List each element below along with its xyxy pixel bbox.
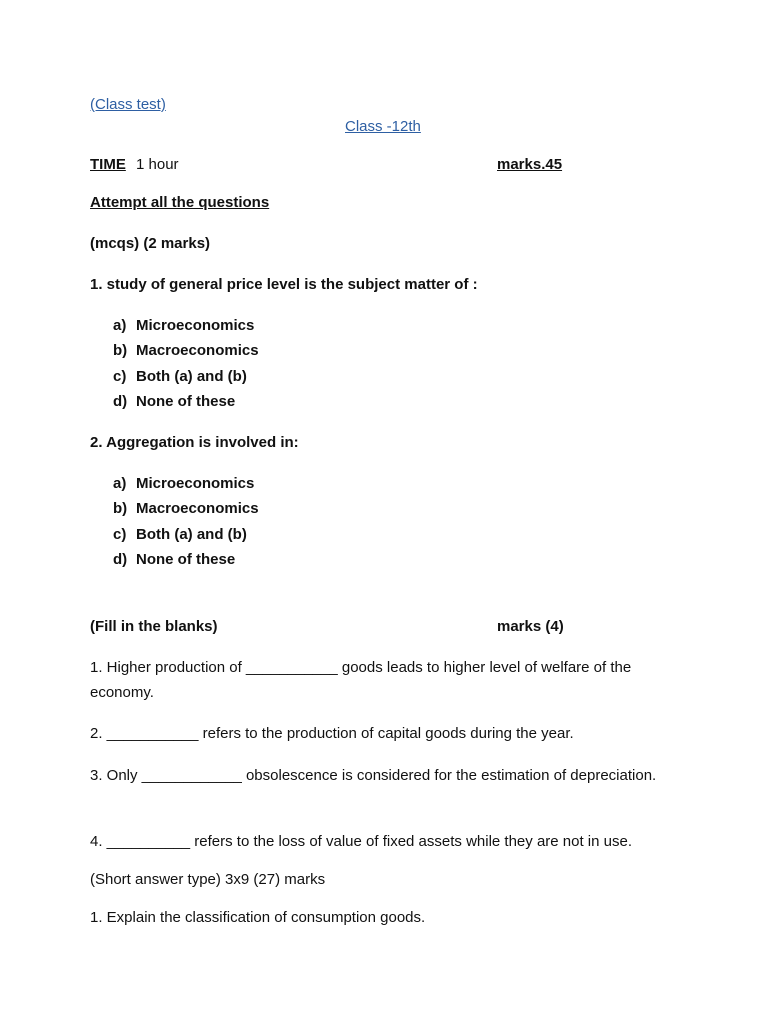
class-label: Class -12th bbox=[345, 118, 421, 135]
mcq-2-option-c bbox=[113, 525, 247, 545]
option-text: None of these bbox=[136, 551, 236, 568]
option-letter: d) bbox=[113, 393, 128, 410]
option-text: Microeconomics bbox=[136, 475, 255, 492]
option-letter: c) bbox=[113, 368, 127, 385]
option-text: Macroeconomics bbox=[136, 500, 259, 517]
short-answer-title: (Short answer type) 3x9 (27) marks bbox=[90, 871, 326, 888]
fill-blank-1: 1. Higher production of ___________ goods leads to higher level of welfare of the economy. bbox=[90, 659, 632, 701]
mcq-1-option-a bbox=[113, 316, 254, 336]
fill-blanks-marks: marks (4) bbox=[497, 618, 564, 635]
mcq-question-1: 1. study of general price level is the subject matter of : bbox=[90, 276, 478, 293]
option-text: Both (a) and (b) bbox=[136, 526, 247, 543]
option-letter: b) bbox=[113, 500, 128, 517]
mcq-1-option-b bbox=[113, 341, 259, 361]
instruction: Attempt all the questions bbox=[90, 194, 270, 211]
mcq-2-option-d bbox=[113, 550, 235, 570]
mcq-2-option-a bbox=[113, 474, 254, 494]
mcq-1-option-d bbox=[113, 392, 235, 412]
option-text: None of these bbox=[136, 393, 236, 410]
fill-blank-2: 2. ___________ refers to the production of capital goods during the year. bbox=[90, 725, 574, 742]
fill-blanks-title: (Fill in the blanks) bbox=[90, 618, 218, 635]
fill-blank-3: 3. Only ____________ obsolescence is considered for the estimation of depreciation. bbox=[90, 767, 657, 784]
option-text: Macroeconomics bbox=[136, 342, 259, 359]
mcq-section-title: (mcqs) (2 marks) bbox=[90, 235, 211, 252]
class-test-label: (Class test) bbox=[90, 96, 166, 113]
option-text: Microeconomics bbox=[136, 317, 255, 334]
option-letter: c) bbox=[113, 526, 127, 543]
mcq-1-option-c bbox=[113, 367, 247, 387]
option-letter: a) bbox=[113, 475, 127, 492]
option-letter: a) bbox=[113, 317, 127, 334]
time-label: TIME bbox=[90, 156, 126, 173]
short-answer-1: 1. Explain the classification of consumption goods. bbox=[90, 909, 426, 926]
fill-blank-4: 4. __________ refers to the loss of value of fixed assets while they are not in use. bbox=[90, 833, 632, 850]
option-letter: b) bbox=[113, 342, 128, 359]
option-text: Both (a) and (b) bbox=[136, 368, 247, 385]
mcq-question-2: 2. Aggregation is involved in: bbox=[90, 434, 299, 451]
time-value: 1 hour bbox=[136, 156, 179, 173]
mcq-2-option-b bbox=[113, 499, 259, 519]
option-letter: d) bbox=[113, 551, 128, 568]
total-marks: marks.45 bbox=[497, 156, 563, 173]
time-row bbox=[90, 155, 179, 175]
